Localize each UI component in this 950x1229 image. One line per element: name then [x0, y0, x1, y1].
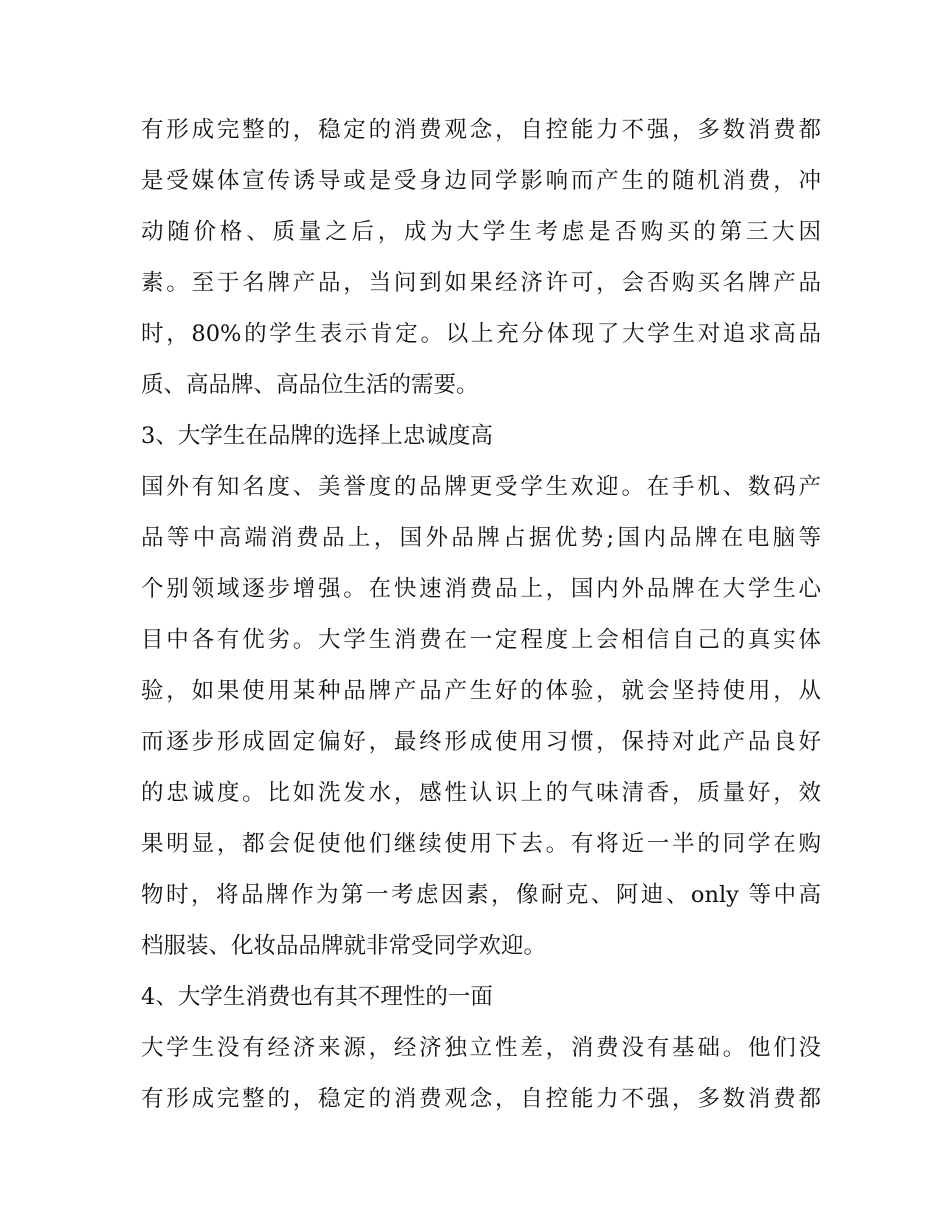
- text-line: 品等中高端消费品上，国外品牌占据优势;国内品牌在电脑等: [141, 525, 821, 551]
- text-line: 目中各有优劣。大学生消费在一定程度上会相信自己的真实体: [141, 627, 821, 653]
- text-line: 动随价格、质量之后，成为大学生考虑是否购买的第三大因: [141, 219, 821, 245]
- text-line: 质、高品牌、高品位生活的需要。: [141, 372, 479, 398]
- text-line: 有形成完整的，稳定的消费观念，自控能力不强，多数消费都: [141, 117, 821, 143]
- section-heading: 4、大学生消费也有其不理性的一面: [141, 984, 493, 1010]
- text-line: 国外有知名度、美誉度的品牌更受学生欢迎。在手机、数码产: [141, 474, 821, 500]
- section-heading: 3、大学生在品牌的选择上忠诚度高: [141, 423, 493, 449]
- text-line: 物时，将品牌作为第一考虑因素，像耐克、阿迪、only 等中高: [141, 882, 821, 908]
- text-line: 档服装、化妆品品牌就非常受同学欢迎。: [141, 933, 547, 959]
- text-line: 验，如果使用某种品牌产品产生好的体验，就会坚持使用，从: [141, 678, 821, 704]
- text-line: 大学生没有经济来源，经济独立性差，消费没有基础。他们没: [141, 1035, 821, 1061]
- text-line: 有形成完整的，稳定的消费观念，自控能力不强，多数消费都: [141, 1086, 821, 1112]
- text-line: 是受媒体宣传诱导或是受身边同学影响而产生的随机消费，冲: [141, 168, 821, 194]
- text-line: 个别领域逐步增强。在快速消费品上，国内外品牌在大学生心: [141, 576, 821, 602]
- text-line: 时，80%的学生表示肯定。以上充分体现了大学生对追求高品: [141, 321, 821, 347]
- text-line: 果明显，都会促使他们继续使用下去。有将近一半的同学在购: [141, 831, 821, 857]
- text-line: 而逐步形成固定偏好，最终形成使用习惯，保持对此产品良好: [141, 729, 821, 755]
- text-line: 素。至于名牌产品，当问到如果经济许可，会否购买名牌产品: [141, 270, 821, 296]
- text-line: 的忠诚度。比如洗发水，感性认识上的气味清香，质量好，效: [141, 780, 821, 806]
